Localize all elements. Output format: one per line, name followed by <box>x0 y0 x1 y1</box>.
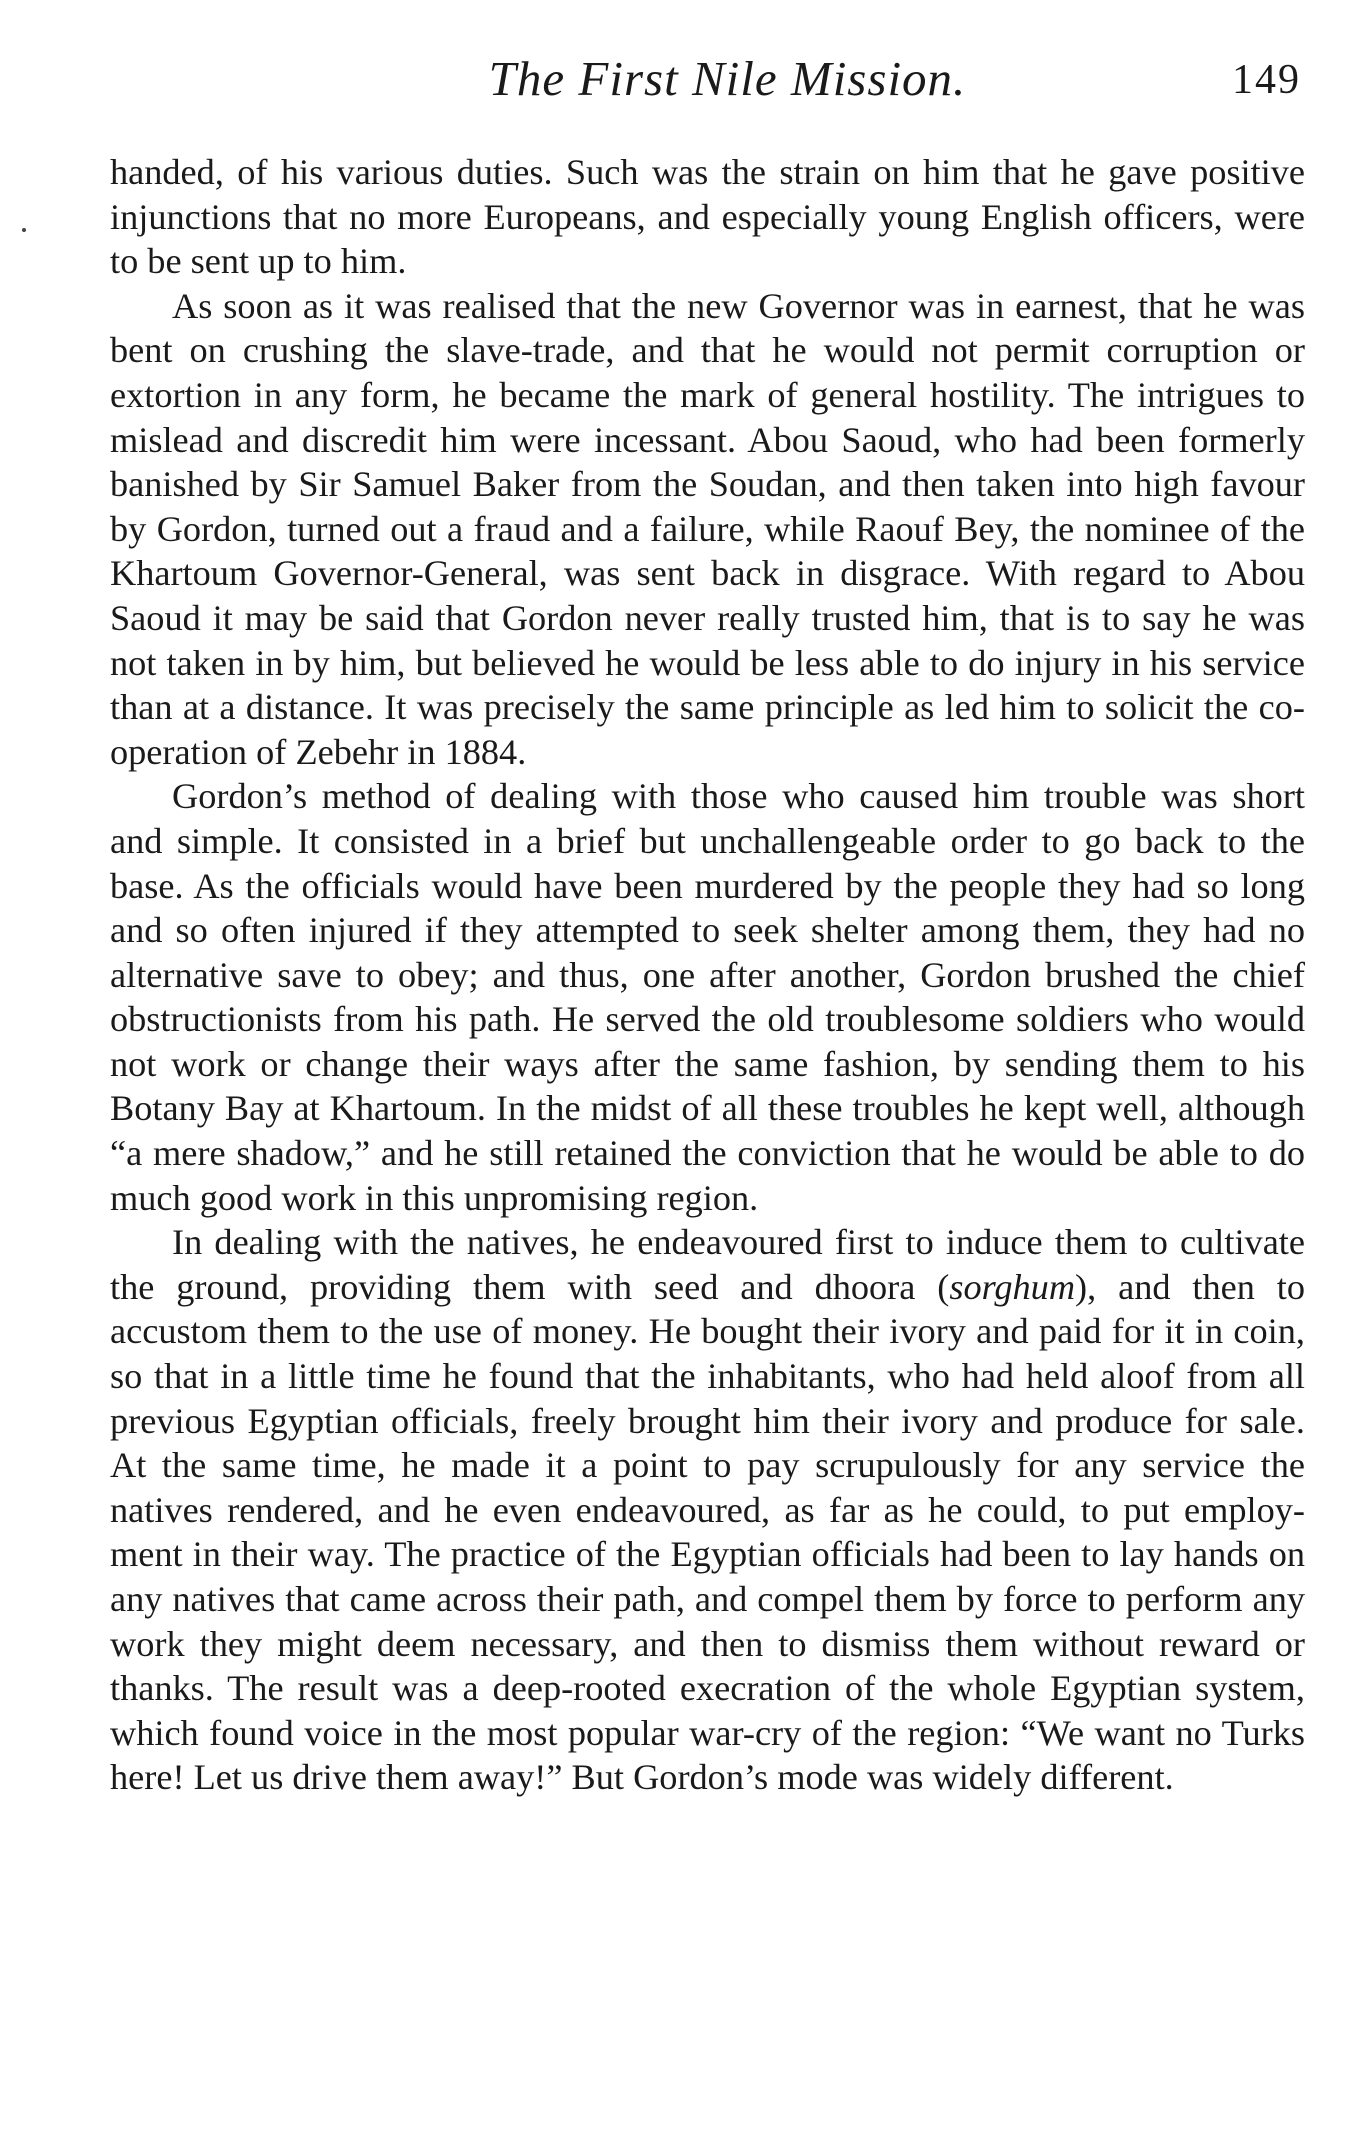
running-title: The First Nile Mission. <box>488 51 967 106</box>
paragraph-2: As soon as it was realised that the new Governor was in earnest, that he was bent on crushing the slave-trade, and that he would not permit corruption or extortion in any form, he became the mark of general hostility. The intrigues to mislead and discredit him were incessant. Abou Saoud, who had been formerly banished by Sir Samuel Baker from the Soudan, and then taken into high favour by Gordon, turned out a fraud and a failure, while Raouf Bey, the nominee of the Khartoum Governor-General, was sent back in disgrace. With regard to Abou Saoud it may be said that Gordon never really trusted him, that is to say he was not taken in by him, but believed he would be less able to do injury in his service than at a distance. It was precisely the same principle as led him to solicit the co-operation of Zebehr in 1884. <box>110 285 1305 772</box>
margin-speck <box>22 228 26 232</box>
paragraph-4 <box>110 1220 1305 1800</box>
paragraph-4-before: In dealing with the natives, he endeavoured first to induce them to cultivate the ground, providing them with seed and dhoora ( <box>110 1222 1305 1307</box>
running-head <box>110 50 1305 120</box>
page-number: 149 <box>1232 57 1301 103</box>
body-text <box>110 150 1305 1800</box>
paragraph-3: Gordon’s method of dealing with those who caused him trouble was short and simple. It consisted in a brief but unchallengeable order to go back to the base. As the officials would have been murdered by the people they had so long and so often injured if they attempted to seek shelter among them, they had no alternative save to obey; and thus, one after another, Gordon brushed the chief obstructionists from his path. He served the old troublesome soldiers who would not work or change their ways after the same fashion, by sending them to his Botany Bay at Khartoum. In the midst of all these troubles he kept well, although “a mere shadow,” and he still retained the conviction that he would be able to do much good work in this unpromising region. <box>110 776 1305 1218</box>
sorghum-term: sorghum <box>949 1266 1076 1307</box>
paragraph-4-after: ), and then to accustom them to the use of money. He bought their ivory and paid for it in coin, so that in a little time he found that the inhabitants, who had held aloof from all previous Egyptian officials, freely brought him their ivory and produce for sale. At the same time, he made it a point to pay scrupulously for any service the natives rendered, and he even endeavoured, as far as he could, to put employ-ment in their way. The practice of the Egyptian officials had been to lay hands on any natives that came across their path, and compel them by force to perform any work they might deem necessary, and then to dismiss them without reward or thanks. The result was a deep-rooted execration of the whole Egyptian system, which found voice in the most popular war-cry of the region: “We want no Turks here! Let us drive them away!” But Gordon’s mode was widely different. <box>110 1266 1305 1798</box>
paragraph-1: handed, of his various duties. Such was the strain on him that he gave positive injunctions that no more Europeans, and especially young English officers, were to be sent up to him. <box>110 152 1305 282</box>
